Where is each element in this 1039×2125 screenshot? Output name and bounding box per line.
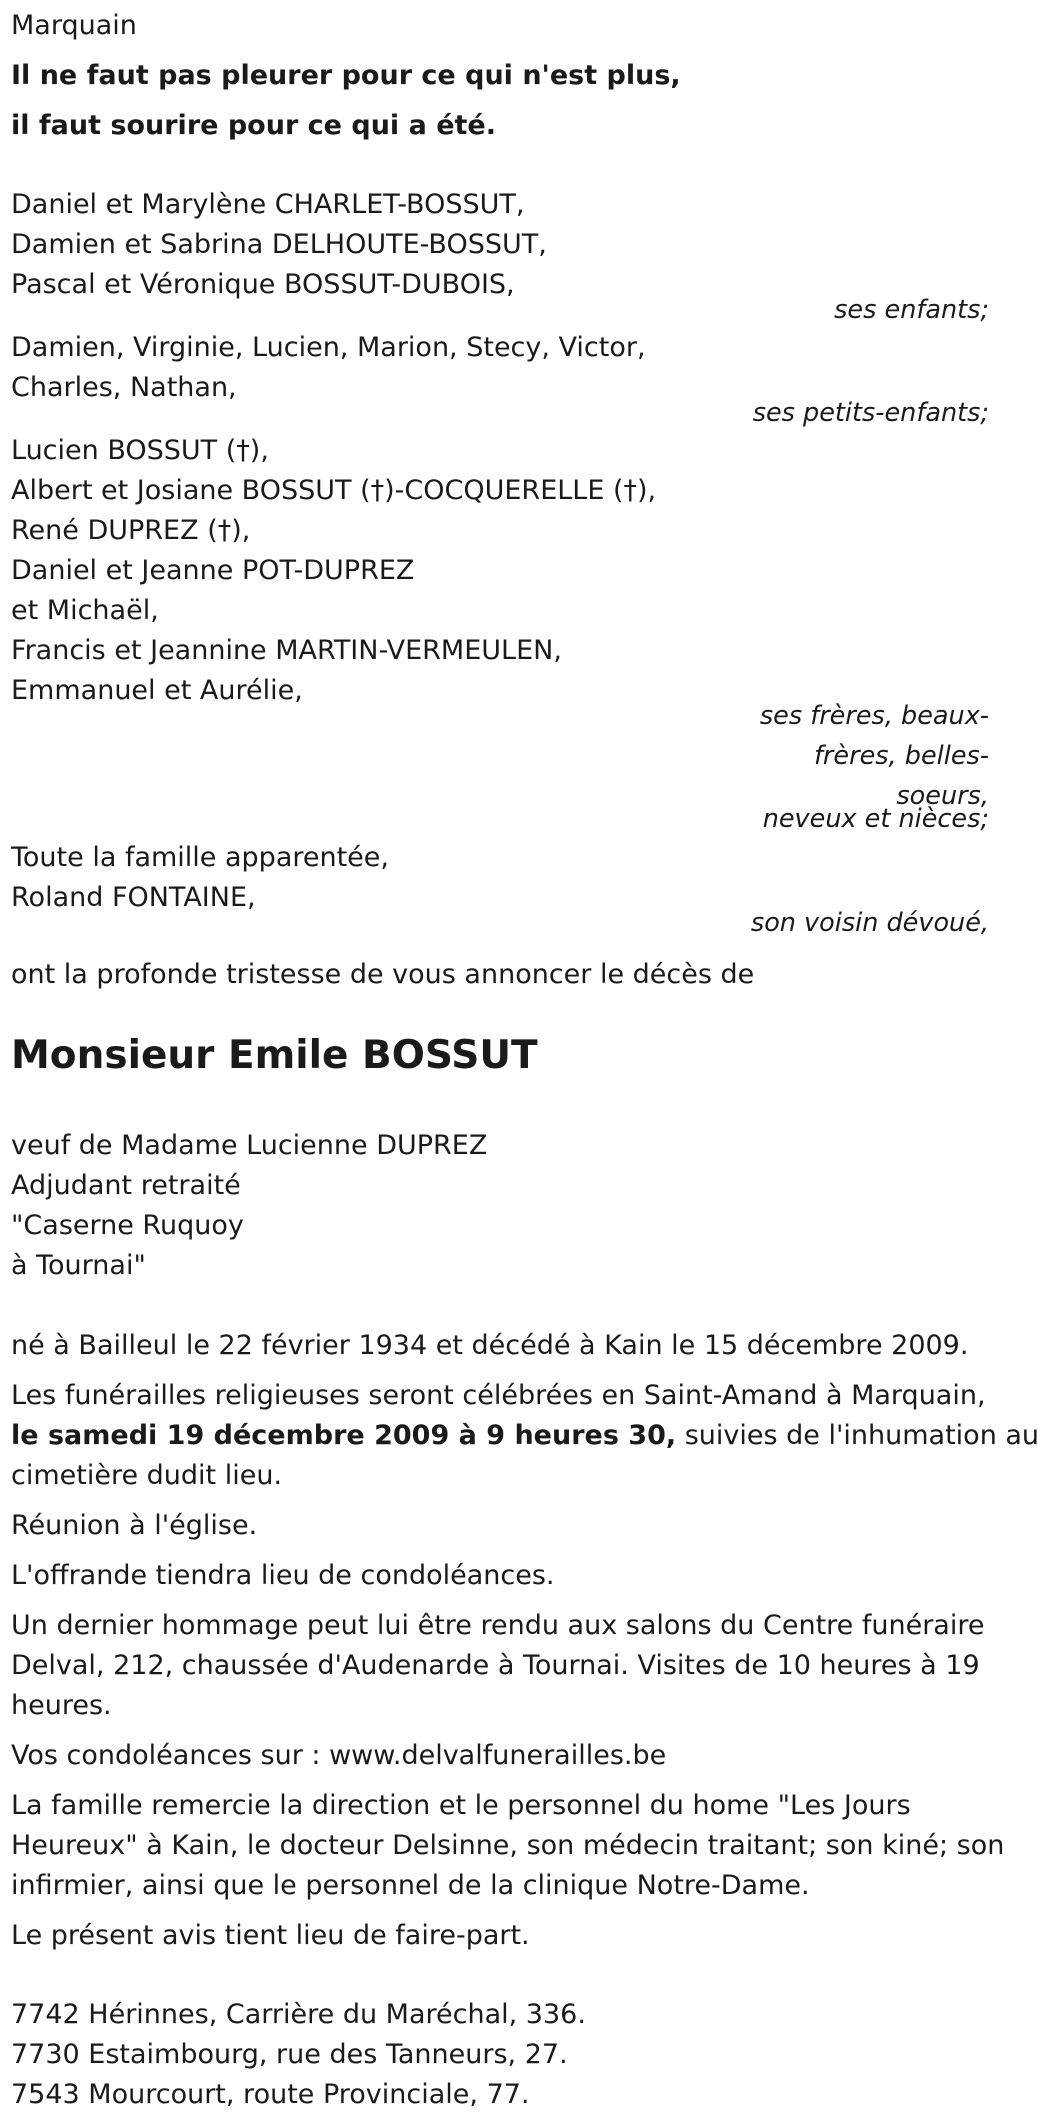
children-line-2: Damien et Sabrina DELHOUTE-BOSSUT,	[11, 229, 547, 260]
deceased-detail-3: "Caserne Ruquoy	[11, 1210, 244, 1241]
quote-line-2: il faut sourire pour ce qui a été.	[11, 110, 496, 141]
funeral-line-2	[11, 1416, 1039, 1456]
neighbor-label: son voisin dévoué,	[750, 908, 989, 938]
siblings-label-4: neveux et nièces;	[762, 804, 989, 834]
siblings-label-3: soeurs,	[896, 781, 989, 811]
grandchildren-line-2: Charles, Nathan,	[11, 372, 237, 403]
grandchildren-label: ses petits-enfants;	[752, 398, 989, 428]
address-3: 7543 Mourcourt, route Provinciale, 77.	[11, 2079, 530, 2110]
siblings-line-3: René DUPREZ (†),	[11, 515, 251, 546]
children-line-1: Daniel et Marylène CHARLET-BOSSUT,	[11, 189, 525, 220]
deceased-detail-2: Adjudant retraité	[11, 1170, 241, 1201]
grandchildren-line-1: Damien, Virginie, Lucien, Marion, Stecy, Victor,	[11, 332, 646, 363]
children-label: ses enfants;	[834, 295, 989, 325]
deceased-detail-4: à Tournai"	[11, 1250, 146, 1281]
birth-death-text: né à Bailleul le 22 février 1934 et décédé à Kain le 15 décembre 2009.	[11, 1330, 969, 1361]
siblings-line-2: Albert et Josiane BOSSUT (†)-COCQUERELLE (†),	[11, 475, 657, 506]
deceased-name: Monsieur Emile BOSSUT	[11, 1033, 538, 1078]
siblings-line-5: et Michaël,	[11, 595, 159, 626]
tribute-line-3: heures.	[11, 1690, 112, 1721]
condolences-text: Vos condoléances sur : www.delvalfunerailles.be	[11, 1740, 667, 1771]
neighbor-name: Roland FONTAINE,	[11, 882, 256, 913]
thanks-line-2: Heureux" à Kain, le docteur Delsinne, son médecin traitant; son kiné; son	[11, 1830, 1005, 1861]
meeting-text: Réunion à l'église.	[11, 1510, 258, 1541]
funeral-line-3: cimetière dudit lieu.	[11, 1460, 283, 1491]
thanks-line-1: La famille remercie la direction et le personnel du home "Les Jours	[11, 1790, 911, 1821]
siblings-label-1: ses frères, beaux-	[759, 701, 989, 731]
place-name: Marquain	[11, 10, 137, 41]
deceased-detail-1: veuf de Madame Lucienne DUPREZ	[11, 1130, 488, 1161]
thanks-line-3: infirmier, ainsi que le personnel de la clinique Notre-Dame.	[11, 1870, 810, 1901]
address-2: 7730 Estaimbourg, rue des Tanneurs, 27.	[11, 2039, 568, 2070]
quote-line-1: Il ne faut pas pleurer pour ce qui n'est plus,	[11, 60, 681, 91]
address-1: 7742 Hérinnes, Carrière du Maréchal, 336.	[11, 1999, 586, 2030]
announcement-text: ont la profonde tristesse de vous annoncer le décès de	[11, 959, 755, 990]
tribute-line-2: Delval, 212, chaussée d'Audenarde à Tournai. Visites de 10 heures à 19	[11, 1650, 980, 1681]
tribute-line-1: Un dernier hommage peut lui être rendu aux salons du Centre funéraire	[11, 1610, 985, 1641]
family-line: Toute la famille apparentée,	[11, 842, 389, 873]
siblings-label-2: frères, belles-	[813, 741, 989, 771]
offering-text: L'offrande tiendra lieu de condoléances.	[11, 1560, 555, 1591]
children-line-3: Pascal et Véronique BOSSUT-DUBOIS,	[11, 269, 515, 300]
siblings-line-4: Daniel et Jeanne POT-DUPREZ	[11, 555, 415, 586]
funeral-line-1: Les funérailles religieuses seront célébrées en Saint-Amand à Marquain,	[11, 1380, 986, 1411]
siblings-line-1: Lucien BOSSUT (†),	[11, 435, 269, 466]
siblings-line-7: Emmanuel et Aurélie,	[11, 675, 303, 706]
siblings-line-6: Francis et Jeannine MARTIN-VERMEULEN,	[11, 635, 562, 666]
notice-text: Le présent avis tient lieu de faire-part.	[11, 1920, 530, 1951]
funeral-line-2-rest: suivies de l'inhumation au	[676, 1420, 1039, 1451]
funeral-date: le samedi 19 décembre 2009 à 9 heures 30,	[11, 1420, 677, 1451]
